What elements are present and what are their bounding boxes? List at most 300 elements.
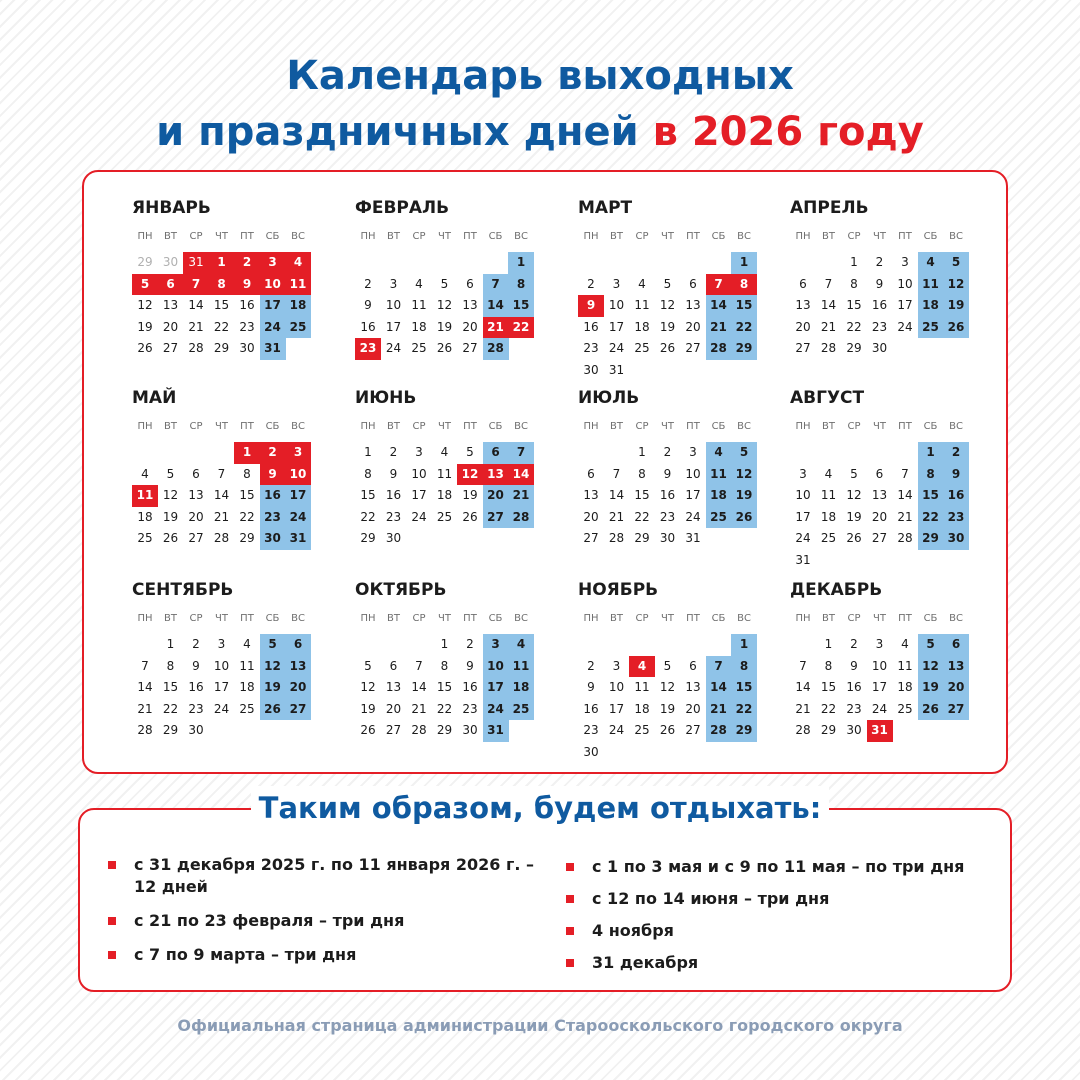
weekday-label: ВТ xyxy=(610,421,623,432)
day-cell: 6 xyxy=(466,276,474,291)
weekday-label: СР xyxy=(412,421,426,432)
day-cell: 25 xyxy=(508,699,534,721)
weekday-label: ВТ xyxy=(822,231,835,242)
day-cell: 14 xyxy=(137,680,153,694)
weekday-label: СБ xyxy=(488,613,503,624)
list-item xyxy=(566,952,1006,974)
weekday-label: ВС xyxy=(737,231,751,242)
day-cell: 25 xyxy=(820,531,837,545)
day-cell: 11 xyxy=(634,298,650,312)
day-cell: 6 xyxy=(192,466,200,481)
weekday-label: СР xyxy=(189,613,203,624)
day-cell: 16 xyxy=(360,319,376,334)
day-cell: 7 xyxy=(508,442,534,464)
weekday-label: ЧТ xyxy=(873,421,886,432)
day-cell: 29 xyxy=(436,723,453,737)
day-cell: 27 xyxy=(462,341,478,355)
weekday-label: ПН xyxy=(360,421,376,432)
day-cell: 30 xyxy=(659,531,676,545)
day-cell: 15 xyxy=(508,295,534,317)
weekday-label: ЧТ xyxy=(215,421,228,432)
list-item-text: с 12 по 14 июня – три дня xyxy=(592,889,830,908)
day-cell: 4 xyxy=(638,276,646,291)
day-cell: 27 xyxy=(943,699,969,721)
day-cell: 30 xyxy=(188,723,204,737)
day-cell: 18 xyxy=(706,485,732,507)
day-cell: 21 xyxy=(608,509,625,524)
weekday-label: ВС xyxy=(514,613,528,624)
day-cell: 11 xyxy=(508,656,534,678)
title-year: в 2026 году xyxy=(652,109,924,155)
day-cell: 22 xyxy=(634,509,650,524)
day-cell: 14 xyxy=(213,488,230,502)
weekday-label: ЧТ xyxy=(873,613,886,624)
day-cell: 28 xyxy=(706,338,732,360)
weekday-label: ВТ xyxy=(387,613,400,624)
weekday-label: СБ xyxy=(711,231,726,242)
day-cell: 11 xyxy=(411,298,427,312)
day-cell: 6 xyxy=(799,276,807,291)
day-cell: 31 xyxy=(867,720,893,742)
day-cell: 16 xyxy=(385,488,402,502)
day-cell: 20 xyxy=(583,509,599,524)
weekday-label: ЧТ xyxy=(215,613,228,624)
day-cell: 21 xyxy=(706,317,732,339)
day-cell: 20 xyxy=(188,509,204,524)
day-cell: 1 xyxy=(731,634,757,656)
day-cell: 6 xyxy=(389,658,398,673)
weekday-label: ПН xyxy=(360,613,376,624)
day-cell: 23 xyxy=(385,509,402,524)
day-cell: 29 xyxy=(731,338,757,360)
day-cell: 29 xyxy=(239,531,255,545)
day-cell: 5 xyxy=(364,658,372,673)
day-cell: 22 xyxy=(508,317,534,339)
day-cell: 21 xyxy=(188,319,204,334)
day-cell: 29 xyxy=(846,341,862,355)
day-cell: 18 xyxy=(634,701,650,716)
weekday-label: ЧТ xyxy=(215,231,228,242)
day-cell: 1 xyxy=(824,637,833,651)
day-cell: 10 xyxy=(871,658,888,673)
day-cell: 14 xyxy=(411,680,427,694)
day-cell: 14 xyxy=(820,298,837,312)
day-cell: 4 xyxy=(243,637,251,651)
day-cell: 27 xyxy=(285,699,311,721)
day-cell: 23 xyxy=(846,701,862,716)
day-cell: 30 xyxy=(239,341,255,355)
day-cell: 13 xyxy=(685,680,701,694)
day-cell: 13 xyxy=(385,680,402,694)
day-cell: 16 xyxy=(188,680,204,694)
weekday-label: ПН xyxy=(360,231,376,242)
day-cell: 29 xyxy=(360,531,376,545)
day-cell: 23 xyxy=(871,319,888,334)
day-cell: 4 xyxy=(440,445,449,459)
summary-list-right xyxy=(566,856,1006,984)
day-cell: 15 xyxy=(918,485,944,507)
weekday-label: ВС xyxy=(949,613,963,624)
day-cell: 2 xyxy=(587,276,595,291)
day-cell: 8 xyxy=(918,464,944,486)
bullet-square-icon xyxy=(566,959,574,967)
weekday-label: ЧТ xyxy=(873,231,886,242)
list-item-text: с 7 по 9 марта – три дня xyxy=(134,945,357,964)
day-cell: 20 xyxy=(795,319,811,334)
day-cell: 5 xyxy=(850,466,858,481)
day-cell: 9 xyxy=(578,295,604,317)
day-cell: 4 xyxy=(629,656,655,678)
day-cell: 11 xyxy=(918,274,944,296)
day-cell: 27 xyxy=(871,531,888,545)
month-name: ИЮЛЬ xyxy=(578,388,640,408)
day-cell: 23 xyxy=(659,509,676,524)
day-cell: 9 xyxy=(587,680,595,694)
day-cell: 8 xyxy=(850,276,858,291)
day-cell: 5 xyxy=(663,658,672,673)
day-cell: 11 xyxy=(239,658,255,673)
title-line-2 xyxy=(0,104,1080,160)
footer-text: Официальная страница администрации Старооскольского городского округа xyxy=(177,1016,903,1035)
day-cell: 28 xyxy=(820,341,837,355)
weekday-label: СР xyxy=(412,613,426,624)
day-cell: 29 xyxy=(213,341,230,355)
day-cell: 5 xyxy=(943,252,969,274)
weekday-label: ЧТ xyxy=(438,613,451,624)
weekday-label: ПТ xyxy=(240,231,254,242)
day-cell: 18 xyxy=(239,680,255,694)
day-cell: 10 xyxy=(685,466,701,481)
day-cell: 28 xyxy=(608,531,625,545)
month-name: ДЕКАБРЬ xyxy=(790,580,883,600)
day-cell: 15 xyxy=(846,298,862,312)
list-item xyxy=(108,910,558,932)
day-cell: 17 xyxy=(260,295,286,317)
weekday-label: СБ xyxy=(488,231,503,242)
day-cell: 2 xyxy=(234,252,260,274)
day-cell: 10 xyxy=(608,680,625,694)
day-cell: 19 xyxy=(918,677,944,699)
day-cell: 18 xyxy=(285,295,311,317)
day-cell: 10 xyxy=(608,298,625,312)
day-cell: 30 xyxy=(260,528,286,550)
day-cell: 12 xyxy=(260,656,286,678)
weekday-label: ПН xyxy=(137,231,153,242)
day-cell: 1 xyxy=(440,637,449,651)
day-cell: 11 xyxy=(897,658,913,673)
day-cell: 10 xyxy=(483,656,509,678)
day-cell: 19 xyxy=(846,509,862,524)
day-cell: 3 xyxy=(285,442,311,464)
day-cell: 18 xyxy=(508,677,534,699)
day-cell: 3 xyxy=(217,637,226,651)
day-cell: 15 xyxy=(731,295,757,317)
weekday-label: ВС xyxy=(514,421,528,432)
day-cell: 14 xyxy=(608,488,625,502)
weekday-label: ВС xyxy=(514,231,528,242)
month-name: ЯНВАРЬ xyxy=(132,198,211,218)
day-cell: 25 xyxy=(285,317,311,339)
weekday-label: ВС xyxy=(949,421,963,432)
weekday-label: ПТ xyxy=(898,231,912,242)
day-cell: 31 xyxy=(183,252,209,274)
day-cell: 20 xyxy=(385,701,402,716)
day-cell: 3 xyxy=(612,658,621,673)
day-cell: 25 xyxy=(897,701,913,716)
day-cell: 21 xyxy=(483,317,509,339)
day-cell: 12 xyxy=(137,298,153,312)
day-cell: 2 xyxy=(389,445,398,459)
day-cell: 24 xyxy=(411,509,427,524)
summary-heading xyxy=(0,786,1080,830)
bullet-square-icon xyxy=(108,917,116,925)
day-cell: 21 xyxy=(213,509,230,524)
day-cell: 8 xyxy=(824,658,833,673)
day-cell: 22 xyxy=(846,319,862,334)
day-cell: 13 xyxy=(943,656,969,678)
day-cell: 12 xyxy=(731,464,757,486)
day-cell: 9 xyxy=(466,658,474,673)
day-cell: 12 xyxy=(436,298,453,312)
day-cell: 27 xyxy=(162,341,179,355)
day-cell: 16 xyxy=(659,488,676,502)
day-cell: 20 xyxy=(483,485,509,507)
weekday-label: ВТ xyxy=(822,613,835,624)
day-cell: 28 xyxy=(188,341,204,355)
day-cell: 12 xyxy=(943,274,969,296)
day-cell: 14 xyxy=(483,295,509,317)
day-cell: 26 xyxy=(260,699,286,721)
weekday-label: СР xyxy=(412,231,426,242)
day-cell: 6 xyxy=(587,466,595,481)
day-cell: 11 xyxy=(285,274,311,296)
day-cell: 2 xyxy=(875,255,884,269)
day-cell: 7 xyxy=(415,658,423,673)
page-title xyxy=(0,48,1080,160)
day-cell: 16 xyxy=(583,319,599,334)
weekday-label: СБ xyxy=(711,421,726,432)
day-cell: 12 xyxy=(846,488,862,502)
day-cell: 25 xyxy=(706,507,732,529)
day-cell: 15 xyxy=(436,680,453,694)
day-cell: 7 xyxy=(612,466,621,481)
day-cell: 15 xyxy=(239,488,255,502)
day-cell: 23 xyxy=(355,338,381,360)
weekday-label: ВС xyxy=(737,613,751,624)
day-cell: 4 xyxy=(706,442,732,464)
day-cell: 12 xyxy=(659,298,676,312)
weekday-label: СБ xyxy=(265,421,280,432)
weekday-label: ВТ xyxy=(387,231,400,242)
day-cell: 17 xyxy=(411,488,427,502)
day-cell: 23 xyxy=(239,319,255,334)
day-cell: 23 xyxy=(260,507,286,529)
day-cell: 9 xyxy=(850,658,858,673)
day-cell: 19 xyxy=(360,701,376,716)
calendar-panel xyxy=(82,170,1008,774)
day-cell: 25 xyxy=(918,317,944,339)
month-name: АВГУСТ xyxy=(790,388,865,408)
day-cell: 10 xyxy=(260,274,286,296)
day-cell: 2 xyxy=(663,445,672,459)
day-cell: 5 xyxy=(918,634,944,656)
day-cell: 19 xyxy=(260,677,286,699)
month-name: МАЙ xyxy=(132,388,177,408)
month-name: НОЯБРЬ xyxy=(578,580,659,600)
day-cell: 17 xyxy=(897,298,913,312)
day-cell: 3 xyxy=(875,637,884,651)
day-cell: 6 xyxy=(689,658,697,673)
weekday-label: ПН xyxy=(795,613,811,624)
month-name: ФЕВРАЛЬ xyxy=(355,198,450,218)
day-cell: 15 xyxy=(162,680,179,694)
day-cell: 25 xyxy=(137,531,153,545)
day-cell: 24 xyxy=(483,699,509,721)
day-cell: 19 xyxy=(731,485,757,507)
day-cell: 26 xyxy=(918,699,944,721)
day-cell: 28 xyxy=(508,507,534,529)
day-cell: 7 xyxy=(901,466,909,481)
day-cell: 13 xyxy=(685,298,701,312)
day-cell: 24 xyxy=(795,531,811,545)
day-cell: 7 xyxy=(706,656,732,678)
weekday-label: СР xyxy=(635,421,649,432)
bullet-square-icon xyxy=(108,861,116,869)
day-cell: 31 xyxy=(260,338,286,360)
day-cell: 20 xyxy=(871,509,888,524)
day-cell: 17 xyxy=(871,680,888,694)
day-cell: 12 xyxy=(360,680,376,694)
weekday-label: СБ xyxy=(265,231,280,242)
weekday-label: СР xyxy=(635,613,649,624)
day-cell: 24 xyxy=(871,701,888,716)
day-cell: 7 xyxy=(217,466,226,481)
day-cell: 4 xyxy=(901,637,909,651)
weekday-label: ВТ xyxy=(822,421,835,432)
weekday-label: СБ xyxy=(488,421,503,432)
day-cell: 3 xyxy=(799,466,807,481)
day-cell: 6 xyxy=(158,274,184,296)
day-cell: 6 xyxy=(943,634,969,656)
weekday-label: ПТ xyxy=(463,421,477,432)
weekday-label: ПН xyxy=(583,421,599,432)
weekday-label: СР xyxy=(189,231,203,242)
day-cell: 27 xyxy=(685,723,701,737)
day-cell: 4 xyxy=(918,252,944,274)
day-cell: 12 xyxy=(659,680,676,694)
weekday-label: ПТ xyxy=(898,613,912,624)
day-cell: 5 xyxy=(731,442,757,464)
list-item-text: 4 ноября xyxy=(592,921,674,940)
day-cell: 23 xyxy=(462,701,478,716)
day-cell: 16 xyxy=(239,298,255,312)
weekday-label: СБ xyxy=(711,613,726,624)
day-cell: 8 xyxy=(731,274,757,296)
day-cell: 4 xyxy=(141,466,149,481)
weekday-label: ПТ xyxy=(240,421,254,432)
day-cell: 18 xyxy=(918,295,944,317)
day-cell: 25 xyxy=(634,341,650,355)
day-cell: 19 xyxy=(137,319,153,334)
day-cell: 17 xyxy=(385,319,402,334)
day-cell: 10 xyxy=(213,658,230,673)
weekday-label: ВС xyxy=(737,421,751,432)
weekday-label: ЧТ xyxy=(661,231,674,242)
day-cell: 19 xyxy=(943,295,969,317)
weekday-label: СБ xyxy=(265,613,280,624)
day-cell: 22 xyxy=(436,701,453,716)
day-cell: 5 xyxy=(663,276,672,291)
day-cell: 21 xyxy=(411,701,427,716)
day-cell: 1 xyxy=(364,445,372,459)
day-cell: 13 xyxy=(462,298,478,312)
day-cell: 5 xyxy=(260,634,286,656)
day-cell: 26 xyxy=(943,317,969,339)
day-cell: 23 xyxy=(583,723,599,737)
day-cell: 22 xyxy=(731,317,757,339)
day-cell: 9 xyxy=(663,466,672,481)
day-cell: 21 xyxy=(897,509,913,524)
day-cell: 22 xyxy=(213,319,230,334)
day-cell: 7 xyxy=(824,276,833,291)
day-cell: 1 xyxy=(508,252,534,274)
day-cell: 16 xyxy=(462,680,478,694)
weekday-label: СР xyxy=(189,421,203,432)
weekday-label: ВС xyxy=(291,421,305,432)
bullet-square-icon xyxy=(566,895,574,903)
day-cell: 30 xyxy=(846,723,862,737)
day-cell: 26 xyxy=(846,531,862,545)
weekday-label: ПТ xyxy=(898,421,912,432)
title-line-1: Календарь выходных xyxy=(286,53,794,99)
day-cell: 24 xyxy=(685,509,701,524)
day-cell: 2 xyxy=(364,276,372,291)
weekday-label: СР xyxy=(847,613,861,624)
day-cell: 25 xyxy=(411,341,427,355)
weekday-label: ПН xyxy=(795,231,811,242)
day-cell: 31 xyxy=(795,552,811,567)
day-cell: 9 xyxy=(875,276,884,291)
weekday-label: СР xyxy=(847,421,861,432)
day-cell: 14 xyxy=(188,298,204,312)
day-cell: 9 xyxy=(389,466,398,481)
day-cell: 5 xyxy=(166,466,175,481)
day-cell: 24 xyxy=(213,701,230,716)
day-cell: 21 xyxy=(508,485,534,507)
day-cell: 29 xyxy=(137,255,153,269)
weekday-label: ПН xyxy=(137,421,153,432)
day-cell: 20 xyxy=(285,677,311,699)
day-cell: 12 xyxy=(162,488,179,502)
day-cell: 24 xyxy=(260,317,286,339)
list-item-text: с 21 по 23 февраля – три дня xyxy=(134,911,405,930)
weekday-label: ПТ xyxy=(686,231,700,242)
day-cell: 5 xyxy=(440,276,449,291)
day-cell: 28 xyxy=(213,531,230,545)
day-cell: 4 xyxy=(508,634,534,656)
day-cell: 12 xyxy=(457,464,483,486)
day-cell: 22 xyxy=(731,699,757,721)
weekday-label: ПТ xyxy=(463,613,477,624)
day-cell: 9 xyxy=(364,298,372,312)
day-cell: 18 xyxy=(436,488,453,502)
day-cell: 15 xyxy=(360,488,376,502)
day-cell: 24 xyxy=(608,341,625,355)
day-cell: 2 xyxy=(943,442,969,464)
day-cell: 11 xyxy=(132,485,158,507)
day-cell: 3 xyxy=(415,445,423,459)
day-cell: 20 xyxy=(943,677,969,699)
